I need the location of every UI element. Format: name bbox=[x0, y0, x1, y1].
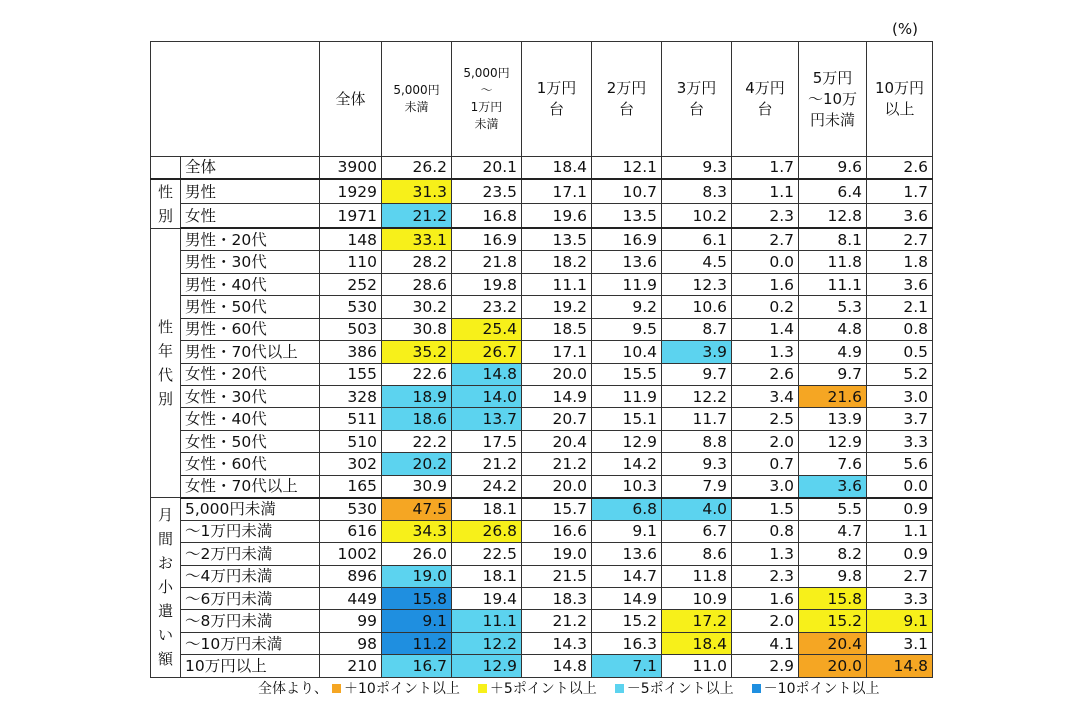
row-label: 〜1万円未満 bbox=[181, 520, 320, 542]
legend-swatch bbox=[752, 684, 761, 693]
value-cell: 14.8 bbox=[452, 363, 522, 385]
table-row bbox=[151, 408, 933, 430]
value-cell: 9.2 bbox=[592, 296, 662, 318]
value-cell: 20.0 bbox=[522, 475, 592, 497]
value-cell: 7.1 bbox=[592, 655, 662, 677]
row-label: 女性 bbox=[181, 204, 320, 229]
value-cell: 1.6 bbox=[732, 587, 799, 609]
value-cell: 5.3 bbox=[799, 296, 867, 318]
column-header: 4万円 台 bbox=[732, 42, 799, 157]
value-cell: 11.0 bbox=[662, 655, 732, 677]
value-cell: 21.2 bbox=[522, 610, 592, 632]
table-row bbox=[151, 453, 933, 475]
value-cell: 16.8 bbox=[452, 204, 522, 229]
row-label: 男性・40代 bbox=[181, 273, 320, 295]
value-cell: 18.1 bbox=[452, 498, 522, 520]
value-cell: 4.7 bbox=[799, 520, 867, 542]
value-cell: 2.5 bbox=[732, 408, 799, 430]
value-cell: 2.9 bbox=[732, 655, 799, 677]
row-label: 男性・70代以上 bbox=[181, 341, 320, 363]
value-cell: 9.7 bbox=[662, 363, 732, 385]
table-row bbox=[151, 363, 933, 385]
legend-prefix: 全体より、 bbox=[258, 681, 328, 697]
value-cell: 16.7 bbox=[382, 655, 452, 677]
row-label: 女性・20代 bbox=[181, 363, 320, 385]
value-cell: 21.6 bbox=[799, 386, 867, 408]
row-label: 女性・70代以上 bbox=[181, 475, 320, 497]
value-cell: 3.6 bbox=[867, 204, 933, 229]
sample-size-cell: 511 bbox=[320, 408, 382, 430]
data-table bbox=[150, 41, 933, 678]
table-row bbox=[151, 341, 933, 363]
value-cell: 5.5 bbox=[799, 498, 867, 520]
sample-size-cell: 510 bbox=[320, 430, 382, 452]
value-cell: 8.8 bbox=[662, 430, 732, 452]
legend-label: ＋10ポイント以上 bbox=[344, 681, 460, 697]
table-row bbox=[151, 475, 933, 497]
value-cell: 14.9 bbox=[592, 587, 662, 609]
value-cell: 1.4 bbox=[732, 318, 799, 340]
row-label: 5,000円未満 bbox=[181, 498, 320, 520]
value-cell: 13.5 bbox=[592, 204, 662, 229]
table-row bbox=[151, 632, 933, 654]
value-cell: 9.1 bbox=[592, 520, 662, 542]
value-cell: 18.1 bbox=[452, 565, 522, 587]
table-row bbox=[151, 565, 933, 587]
unit-label: (%) bbox=[892, 20, 918, 38]
value-cell: 3.0 bbox=[867, 386, 933, 408]
sample-size-cell: 896 bbox=[320, 565, 382, 587]
value-cell: 7.6 bbox=[799, 453, 867, 475]
value-cell: 22.5 bbox=[452, 543, 522, 565]
value-cell: 1.7 bbox=[867, 179, 933, 204]
column-header: 5万円 〜10万 円未満 bbox=[799, 42, 867, 157]
value-cell: 13.7 bbox=[452, 408, 522, 430]
sample-size-cell: 530 bbox=[320, 296, 382, 318]
row-label: 〜2万円未満 bbox=[181, 543, 320, 565]
value-cell: 1.1 bbox=[867, 520, 933, 542]
table-row bbox=[151, 543, 933, 565]
sample-size-cell: 165 bbox=[320, 475, 382, 497]
value-cell: 22.2 bbox=[382, 430, 452, 452]
sample-size-cell: 328 bbox=[320, 386, 382, 408]
value-cell: 8.2 bbox=[799, 543, 867, 565]
row-label: 男性・50代 bbox=[181, 296, 320, 318]
value-cell: 21.5 bbox=[522, 565, 592, 587]
value-cell: 8.7 bbox=[662, 318, 732, 340]
value-cell: 9.1 bbox=[867, 610, 933, 632]
value-cell: 0.0 bbox=[732, 251, 799, 273]
sample-size-cell: 155 bbox=[320, 363, 382, 385]
value-cell: 26.7 bbox=[452, 341, 522, 363]
value-cell: 0.8 bbox=[732, 520, 799, 542]
value-cell: 18.6 bbox=[382, 408, 452, 430]
table-row bbox=[151, 610, 933, 632]
value-cell: 30.8 bbox=[382, 318, 452, 340]
value-cell: 10.6 bbox=[662, 296, 732, 318]
table-row bbox=[151, 296, 933, 318]
table-row bbox=[151, 430, 933, 452]
legend-label: ＋5ポイント以上 bbox=[489, 681, 597, 697]
legend-label: －10ポイント以上 bbox=[763, 681, 880, 697]
value-cell: 4.9 bbox=[799, 341, 867, 363]
value-cell: 19.8 bbox=[452, 273, 522, 295]
column-header: 2万円 台 bbox=[592, 42, 662, 157]
column-header: 全体 bbox=[320, 42, 382, 157]
value-cell: 10.3 bbox=[592, 475, 662, 497]
row-label: 女性・50代 bbox=[181, 430, 320, 452]
value-cell: 11.8 bbox=[799, 251, 867, 273]
value-cell: 2.7 bbox=[867, 228, 933, 250]
value-cell: 20.4 bbox=[522, 430, 592, 452]
value-cell: 0.8 bbox=[867, 318, 933, 340]
value-cell: 16.6 bbox=[522, 520, 592, 542]
table-row bbox=[151, 318, 933, 340]
sample-size-cell: 148 bbox=[320, 228, 382, 250]
column-header: 3万円 台 bbox=[662, 42, 732, 157]
table-row bbox=[151, 228, 933, 250]
value-cell: 2.3 bbox=[732, 204, 799, 229]
value-cell: 4.8 bbox=[799, 318, 867, 340]
value-cell: 14.8 bbox=[867, 655, 933, 677]
table-row bbox=[151, 587, 933, 609]
value-cell: 3.3 bbox=[867, 430, 933, 452]
value-cell: 2.7 bbox=[732, 228, 799, 250]
value-cell: 9.7 bbox=[799, 363, 867, 385]
value-cell: 21.8 bbox=[452, 251, 522, 273]
value-cell: 12.1 bbox=[592, 157, 662, 179]
value-cell: 1.7 bbox=[732, 157, 799, 179]
value-cell: 11.8 bbox=[662, 565, 732, 587]
value-cell: 26.0 bbox=[382, 543, 452, 565]
value-cell: 23.5 bbox=[452, 179, 522, 204]
row-label: 男性・30代 bbox=[181, 251, 320, 273]
value-cell: 11.1 bbox=[522, 273, 592, 295]
value-cell: 1.3 bbox=[732, 543, 799, 565]
value-cell: 5.2 bbox=[867, 363, 933, 385]
value-cell: 6.8 bbox=[592, 498, 662, 520]
table-row bbox=[151, 655, 933, 677]
value-cell: 20.0 bbox=[522, 363, 592, 385]
sample-size-cell: 449 bbox=[320, 587, 382, 609]
value-cell: 14.7 bbox=[592, 565, 662, 587]
value-cell: 28.2 bbox=[382, 251, 452, 273]
table-row bbox=[151, 520, 933, 542]
value-cell: 13.6 bbox=[592, 543, 662, 565]
value-cell: 14.8 bbox=[522, 655, 592, 677]
value-cell: 8.3 bbox=[662, 179, 732, 204]
value-cell: 15.2 bbox=[799, 610, 867, 632]
value-cell: 25.4 bbox=[452, 318, 522, 340]
value-cell: 14.0 bbox=[452, 386, 522, 408]
value-cell: 15.7 bbox=[522, 498, 592, 520]
value-cell: 3.6 bbox=[799, 475, 867, 497]
value-cell: 13.5 bbox=[522, 228, 592, 250]
legend-swatch bbox=[615, 684, 624, 693]
value-cell: 9.1 bbox=[382, 610, 452, 632]
value-cell: 9.3 bbox=[662, 157, 732, 179]
sample-size-cell: 3900 bbox=[320, 157, 382, 179]
legend-label: －5ポイント以上 bbox=[626, 681, 734, 697]
sample-size-cell: 110 bbox=[320, 251, 382, 273]
group-label: 性 別 bbox=[151, 179, 181, 229]
row-label: 女性・60代 bbox=[181, 453, 320, 475]
table-row bbox=[151, 386, 933, 408]
value-cell: 13.6 bbox=[592, 251, 662, 273]
value-cell: 22.6 bbox=[382, 363, 452, 385]
legend-swatch bbox=[332, 684, 341, 693]
header-corner bbox=[151, 42, 320, 157]
value-cell: 1.1 bbox=[732, 179, 799, 204]
sample-size-cell: 530 bbox=[320, 498, 382, 520]
row-label: 〜6万円未満 bbox=[181, 587, 320, 609]
value-cell: 1.8 bbox=[867, 251, 933, 273]
value-cell: 18.3 bbox=[522, 587, 592, 609]
value-cell: 12.8 bbox=[799, 204, 867, 229]
value-cell: 15.5 bbox=[592, 363, 662, 385]
value-cell: 6.7 bbox=[662, 520, 732, 542]
value-cell: 33.1 bbox=[382, 228, 452, 250]
row-label: 〜8万円未満 bbox=[181, 610, 320, 632]
value-cell: 21.2 bbox=[382, 204, 452, 229]
value-cell: 11.7 bbox=[662, 408, 732, 430]
value-cell: 31.3 bbox=[382, 179, 452, 204]
value-cell: 7.9 bbox=[662, 475, 732, 497]
value-cell: 16.3 bbox=[592, 632, 662, 654]
value-cell: 5.6 bbox=[867, 453, 933, 475]
sample-size-cell: 99 bbox=[320, 610, 382, 632]
value-cell: 28.6 bbox=[382, 273, 452, 295]
value-cell: 20.7 bbox=[522, 408, 592, 430]
value-cell: 12.9 bbox=[799, 430, 867, 452]
value-cell: 1.6 bbox=[732, 273, 799, 295]
sample-size-cell: 210 bbox=[320, 655, 382, 677]
table-row bbox=[151, 273, 933, 295]
value-cell: 14.3 bbox=[522, 632, 592, 654]
value-cell: 3.9 bbox=[662, 341, 732, 363]
value-cell: 0.7 bbox=[732, 453, 799, 475]
value-cell: 3.4 bbox=[732, 386, 799, 408]
value-cell: 47.5 bbox=[382, 498, 452, 520]
value-cell: 9.3 bbox=[662, 453, 732, 475]
value-cell: 4.5 bbox=[662, 251, 732, 273]
value-cell: 6.4 bbox=[799, 179, 867, 204]
table-row bbox=[151, 157, 933, 179]
sample-size-cell: 1002 bbox=[320, 543, 382, 565]
value-cell: 2.3 bbox=[732, 565, 799, 587]
value-cell: 34.3 bbox=[382, 520, 452, 542]
value-cell: 12.9 bbox=[452, 655, 522, 677]
value-cell: 19.4 bbox=[452, 587, 522, 609]
sample-size-cell: 98 bbox=[320, 632, 382, 654]
table-row bbox=[151, 251, 933, 273]
value-cell: 2.6 bbox=[732, 363, 799, 385]
value-cell: 21.2 bbox=[452, 453, 522, 475]
value-cell: 20.1 bbox=[452, 157, 522, 179]
sample-size-cell: 1971 bbox=[320, 204, 382, 229]
value-cell: 10.9 bbox=[662, 587, 732, 609]
value-cell: 26.2 bbox=[382, 157, 452, 179]
group-label bbox=[151, 157, 181, 179]
value-cell: 2.0 bbox=[732, 610, 799, 632]
sample-size-cell: 386 bbox=[320, 341, 382, 363]
value-cell: 14.9 bbox=[522, 386, 592, 408]
value-cell: 15.1 bbox=[592, 408, 662, 430]
value-cell: 17.5 bbox=[452, 430, 522, 452]
value-cell: 20.2 bbox=[382, 453, 452, 475]
value-cell: 19.2 bbox=[522, 296, 592, 318]
row-label: 女性・30代 bbox=[181, 386, 320, 408]
column-header: 10万円 以上 bbox=[867, 42, 933, 157]
value-cell: 14.2 bbox=[592, 453, 662, 475]
value-cell: 3.0 bbox=[732, 475, 799, 497]
sample-size-cell: 302 bbox=[320, 453, 382, 475]
value-cell: 2.7 bbox=[867, 565, 933, 587]
value-cell: 8.6 bbox=[662, 543, 732, 565]
value-cell: 16.9 bbox=[452, 228, 522, 250]
value-cell: 17.2 bbox=[662, 610, 732, 632]
value-cell: 19.0 bbox=[522, 543, 592, 565]
table-row bbox=[151, 179, 933, 204]
value-cell: 17.1 bbox=[522, 179, 592, 204]
value-cell: 11.9 bbox=[592, 386, 662, 408]
value-cell: 19.0 bbox=[382, 565, 452, 587]
value-cell: 15.8 bbox=[799, 587, 867, 609]
column-header: 5,000円 未満 bbox=[382, 42, 452, 157]
sample-size-cell: 503 bbox=[320, 318, 382, 340]
table-row bbox=[151, 498, 933, 520]
legend bbox=[258, 678, 880, 698]
value-cell: 13.9 bbox=[799, 408, 867, 430]
value-cell: 10.2 bbox=[662, 204, 732, 229]
value-cell: 21.2 bbox=[522, 453, 592, 475]
value-cell: 11.2 bbox=[382, 632, 452, 654]
value-cell: 10.4 bbox=[592, 341, 662, 363]
value-cell: 0.5 bbox=[867, 341, 933, 363]
sample-size-cell: 252 bbox=[320, 273, 382, 295]
value-cell: 3.3 bbox=[867, 587, 933, 609]
value-cell: 18.9 bbox=[382, 386, 452, 408]
value-cell: 11.9 bbox=[592, 273, 662, 295]
value-cell: 20.4 bbox=[799, 632, 867, 654]
value-cell: 18.4 bbox=[522, 157, 592, 179]
value-cell: 0.0 bbox=[867, 475, 933, 497]
value-cell: 11.1 bbox=[452, 610, 522, 632]
value-cell: 12.2 bbox=[662, 386, 732, 408]
value-cell: 2.0 bbox=[732, 430, 799, 452]
value-cell: 9.8 bbox=[799, 565, 867, 587]
value-cell: 18.5 bbox=[522, 318, 592, 340]
row-label: 男性・60代 bbox=[181, 318, 320, 340]
value-cell: 12.9 bbox=[592, 430, 662, 452]
value-cell: 24.2 bbox=[452, 475, 522, 497]
value-cell: 11.1 bbox=[799, 273, 867, 295]
value-cell: 3.1 bbox=[867, 632, 933, 654]
value-cell: 12.3 bbox=[662, 273, 732, 295]
column-header: 5,000円 〜 1万円 未満 bbox=[452, 42, 522, 157]
row-label: 全体 bbox=[181, 157, 320, 179]
value-cell: 9.5 bbox=[592, 318, 662, 340]
value-cell: 8.1 bbox=[799, 228, 867, 250]
row-label: 男性・20代 bbox=[181, 228, 320, 250]
column-header: 1万円 台 bbox=[522, 42, 592, 157]
value-cell: 30.9 bbox=[382, 475, 452, 497]
value-cell: 20.0 bbox=[799, 655, 867, 677]
value-cell: 16.9 bbox=[592, 228, 662, 250]
value-cell: 2.1 bbox=[867, 296, 933, 318]
value-cell: 19.6 bbox=[522, 204, 592, 229]
value-cell: 23.2 bbox=[452, 296, 522, 318]
header-row bbox=[151, 42, 933, 157]
value-cell: 2.6 bbox=[867, 157, 933, 179]
value-cell: 0.9 bbox=[867, 498, 933, 520]
sample-size-cell: 616 bbox=[320, 520, 382, 542]
value-cell: 26.8 bbox=[452, 520, 522, 542]
value-cell: 0.9 bbox=[867, 543, 933, 565]
value-cell: 18.4 bbox=[662, 632, 732, 654]
value-cell: 3.6 bbox=[867, 273, 933, 295]
row-label: 〜4万円未満 bbox=[181, 565, 320, 587]
value-cell: 17.1 bbox=[522, 341, 592, 363]
row-label: 〜10万円未満 bbox=[181, 632, 320, 654]
value-cell: 12.2 bbox=[452, 632, 522, 654]
value-cell: 10.7 bbox=[592, 179, 662, 204]
row-label: 10万円以上 bbox=[181, 655, 320, 677]
value-cell: 4.0 bbox=[662, 498, 732, 520]
row-label: 男性 bbox=[181, 179, 320, 204]
value-cell: 15.8 bbox=[382, 587, 452, 609]
value-cell: 1.3 bbox=[732, 341, 799, 363]
group-label: 性 年 代 別 bbox=[151, 228, 181, 497]
value-cell: 9.6 bbox=[799, 157, 867, 179]
value-cell: 6.1 bbox=[662, 228, 732, 250]
value-cell: 4.1 bbox=[732, 632, 799, 654]
group-label: 月 間 お 小 遣 い 額 bbox=[151, 498, 181, 678]
sample-size-cell: 1929 bbox=[320, 179, 382, 204]
value-cell: 3.7 bbox=[867, 408, 933, 430]
value-cell: 1.5 bbox=[732, 498, 799, 520]
value-cell: 0.2 bbox=[732, 296, 799, 318]
value-cell: 30.2 bbox=[382, 296, 452, 318]
value-cell: 15.2 bbox=[592, 610, 662, 632]
value-cell: 35.2 bbox=[382, 341, 452, 363]
legend-swatch bbox=[478, 684, 487, 693]
row-label: 女性・40代 bbox=[181, 408, 320, 430]
table-row bbox=[151, 204, 933, 229]
value-cell: 18.2 bbox=[522, 251, 592, 273]
